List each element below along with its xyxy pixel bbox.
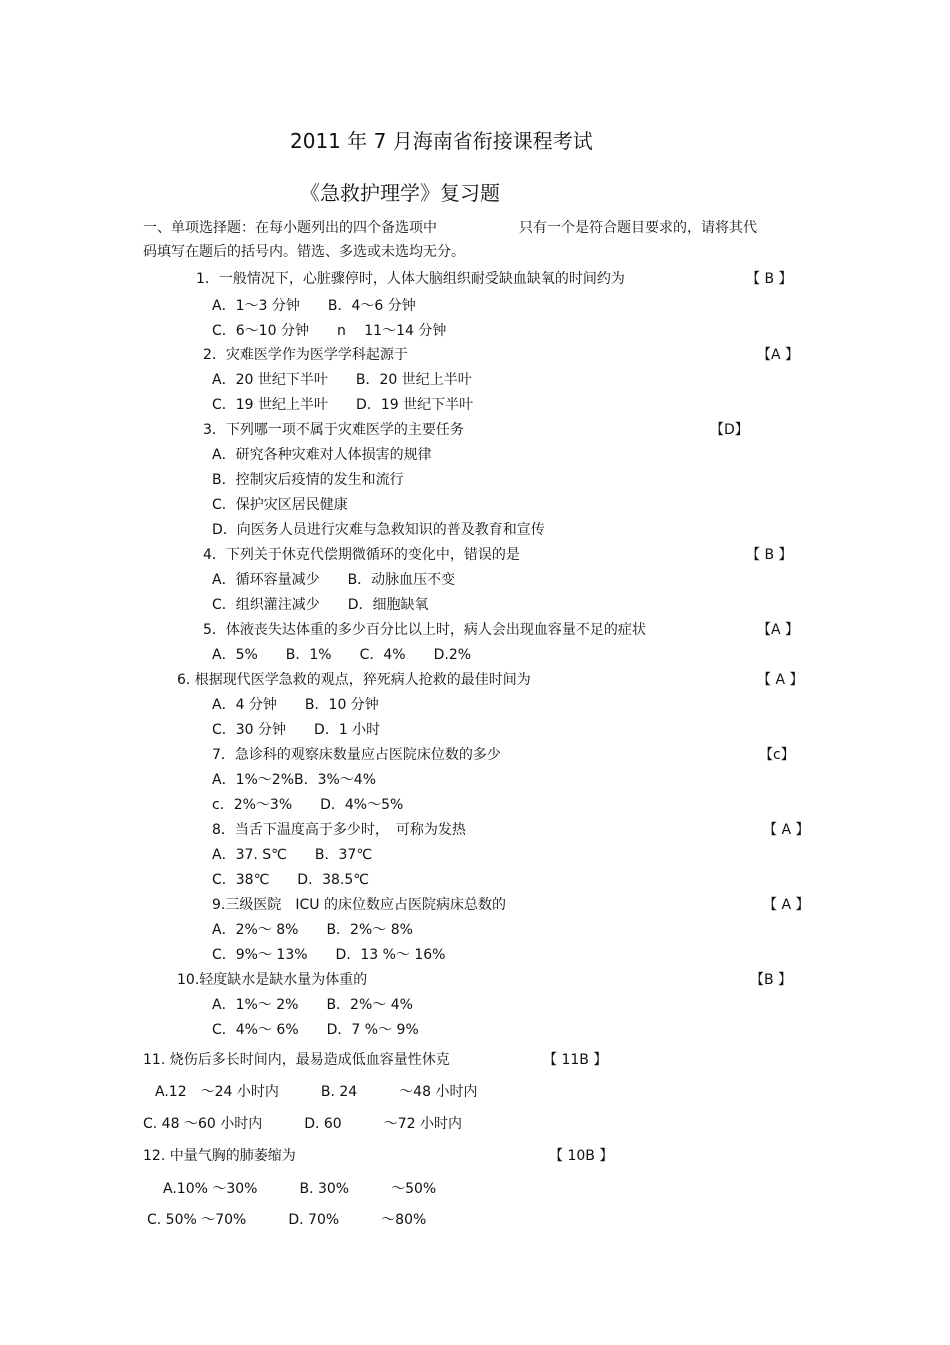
doc-title: 2011 年 7 月海南省衔接课程考试 — [290, 129, 593, 153]
answer-box: 【 A 】 — [757, 672, 804, 688]
question-stem: 9.三级医院 ICU 的床位数应占医院病床总数的 — [212, 897, 506, 913]
option-line: c．2%～3% D．4%～5% — [212, 797, 404, 813]
option-line: A．1%～ 2% B．2%～ 4% — [212, 997, 413, 1013]
answer-box: 【 11B 】 — [543, 1052, 608, 1068]
answer-box: 【 A 】 — [763, 822, 810, 838]
answer-box: 【D】 — [710, 422, 749, 438]
question-stem: 2．灾难医学作为医学学科起源于 — [203, 347, 408, 363]
option-line: C．30 分钟 D．1 小时 — [212, 722, 381, 738]
question-stem: 11. 烧伤后多长时间内，最易造成低血容量性休克 — [143, 1052, 450, 1068]
question-stem: 7．急诊科的观察床数量应占医院床位数的多少 — [212, 747, 501, 763]
option-line: C．38℃ D．38.5℃ — [212, 872, 369, 888]
instructions-line2: 码填写在题后的括号内。错选、多选或未选均无分。 — [143, 244, 465, 260]
question-stem: 3．下列哪一项不属于灾难医学的主要任务 — [203, 422, 464, 438]
option-line: A．1%～2%B．3%～4% — [212, 772, 377, 788]
option-line: A.10% ～30% B. 30% ～50% — [163, 1181, 437, 1197]
option-line: D．向医务人员进行灾难与急救知识的普及教育和宣传 — [212, 522, 545, 538]
option-line: A．1～3 分钟 B．4～6 分钟 — [212, 298, 416, 314]
option-line: A．循环容量减少 B．动脉血压不变 — [212, 572, 456, 588]
option-line: C．保护灾区居民健康 — [212, 497, 348, 513]
option-line: A．4 分钟 B．10 分钟 — [212, 697, 379, 713]
question-stem: 6. 根据现代医学急救的观点，猝死病人抢救的最佳时间为 — [177, 672, 531, 688]
option-line: C．19 世纪上半叶 D．19 世纪下半叶 — [212, 397, 474, 413]
question-stem: 1．一般情况下，心脏骤停时，人体大脑组织耐受缺血缺氧的时间约为 — [196, 271, 625, 287]
answer-box: 【 B 】 — [746, 547, 793, 563]
option-line: C．组织灌注减少 D．细胞缺氧 — [212, 597, 429, 613]
question-stem: 4．下列关于休克代偿期微循环的变化中，错误的是 — [203, 547, 520, 563]
option-line: A．37. S℃ B．37℃ — [212, 847, 373, 863]
option-line: C．9%～ 13% D．13 %～ 16% — [212, 947, 446, 963]
question-stem: 10.轻度缺水是缺水量为体重的 — [177, 972, 368, 988]
option-line: A．2%～ 8% B．2%～ 8% — [212, 922, 413, 938]
answer-box: 【B 】 — [750, 972, 793, 988]
answer-box: 【 10B 】 — [549, 1148, 614, 1164]
instructions-line1a: 一、单项选择题：在每小题列出的四个备选项中 — [143, 220, 437, 236]
doc-subtitle: 《急救护理学》复习题 — [300, 181, 500, 205]
question-stem: 5．体液丧失达体重的多少百分比以上时，病人会出现血容量不足的症状 — [203, 622, 646, 638]
answer-box: 【 B 】 — [746, 271, 793, 287]
question-stem: 8．当舌下温度高于多少时， 可称为发热 — [212, 822, 466, 838]
option-line: A．5% B．1% C．4% D.2% — [212, 647, 472, 663]
option-line: C. 48 ～60 小时内 D. 60 ～72 小时内 — [143, 1116, 462, 1132]
option-line: C．4%～ 6% D．7 %～ 9% — [212, 1022, 419, 1038]
answer-box: 【c】 — [759, 747, 795, 763]
option-line: A.12 ～24 小时内 B. 24 ～48 小时内 — [155, 1084, 478, 1100]
answer-box: 【A 】 — [757, 622, 800, 638]
option-line: C. 50% ～70% D. 70% ～80% — [147, 1212, 427, 1228]
option-line: A．研究各种灾难对人体损害的规律 — [212, 447, 432, 463]
instructions-line1b: 只有一个是符合题目要求的，请将其代 — [519, 220, 757, 236]
answer-box: 【 A 】 — [763, 897, 810, 913]
option-line: C．6～10 分钟 n 11～14 分钟 — [212, 323, 447, 339]
option-line: A．20 世纪下半叶 B．20 世纪上半叶 — [212, 372, 472, 388]
question-stem: 12. 中量气胸的肺萎缩为 — [143, 1148, 296, 1164]
option-line: B．控制灾后疫情的发生和流行 — [212, 472, 404, 488]
answer-box: 【A 】 — [757, 347, 800, 363]
